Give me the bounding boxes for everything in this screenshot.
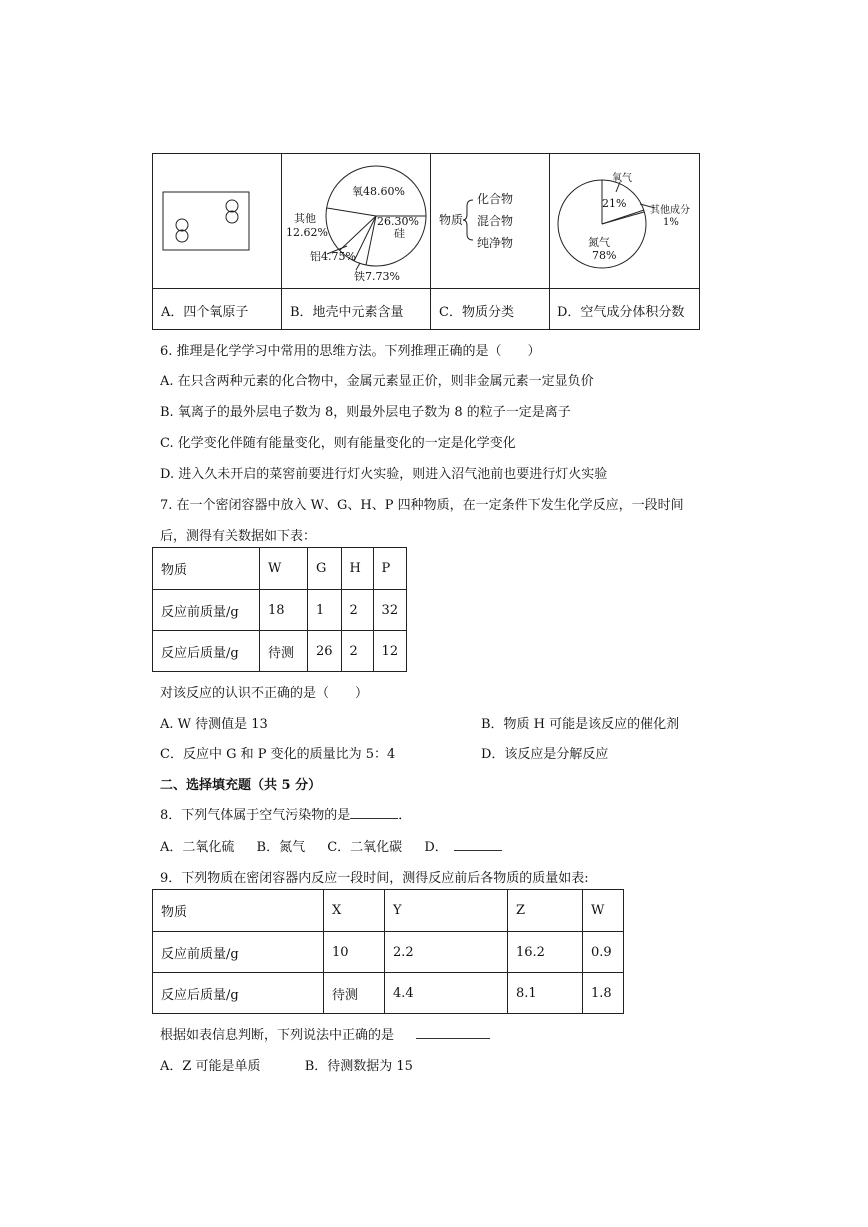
q9-option-b: B．待测数据为 15	[304, 1059, 413, 1074]
q7-cell: 待测	[260, 631, 308, 672]
q7-option-c: C．反应中 G 和 P 变化的质量比为 5：4	[160, 747, 396, 762]
pie-d-label-other-pct: 1%	[663, 217, 679, 228]
q5-figure-table	[152, 153, 700, 330]
q5-caption-b: B．地壳中元素含量	[290, 305, 404, 320]
section-2-title: 二、选择填充题（共 5 分）	[160, 778, 322, 793]
pie-b-label-aluminum: 铝4.75%	[310, 250, 356, 263]
q6-option-a: A. 在只含两种元素的化合物中，金属元素显正价，则非金属元素一定显负价	[160, 374, 594, 389]
q7-data-table	[152, 547, 407, 672]
q8-option-a: A．二氧化硫	[160, 840, 235, 855]
q7-cell: G	[308, 548, 342, 590]
q9-cell: 0.9	[583, 932, 624, 973]
q8-options	[160, 836, 502, 855]
q9-cell: 待测	[324, 973, 385, 1014]
q6-option-b: B. 氧离子的最外层电子数为 8，则最外层电子数为 8 的粒子一定是离子	[160, 405, 571, 420]
q9-data-table	[152, 889, 624, 1014]
pie-b-label-other-pct: 12.62%	[286, 226, 328, 239]
pie-b-label-iron: 铁7.73%	[354, 270, 400, 283]
q7-cell: 2	[341, 631, 373, 672]
q8-option-d-blank[interactable]	[454, 838, 502, 851]
pie-d-label-nitrogen-pct: 78%	[592, 249, 617, 262]
q9-cell: 4.4	[385, 973, 508, 1014]
q5-caption-c: C．物质分类	[439, 305, 514, 320]
q9-cell: 8.1	[508, 973, 583, 1014]
q9-cell: 10	[324, 932, 385, 973]
q9-cell: Y	[385, 890, 508, 932]
figure-four-oxygen-atoms	[153, 154, 281, 288]
q7-cell: 2	[341, 590, 373, 631]
q9-cell: X	[324, 890, 385, 932]
classify-root: 物质	[439, 213, 464, 227]
figure-air-pie	[550, 154, 699, 288]
q7-cell: H	[341, 548, 373, 590]
q9-options	[160, 1055, 413, 1074]
pie-b-label-oxygen: 氧48.60%	[352, 185, 405, 198]
classify-item-mixture: 混合物	[477, 214, 514, 228]
q9-cell: 1.8	[583, 973, 624, 1014]
q9-cell: W	[583, 890, 624, 932]
pie-b-label-silicon-name: 硅	[394, 227, 405, 240]
q9-cell: 2.2	[385, 932, 508, 973]
q7-cell: 物质	[153, 548, 260, 590]
q6-stem: 6. 推理是化学学习中常用的思维方法。下列推理正确的是（ ）	[160, 344, 541, 359]
q8-option-d: D．	[424, 840, 448, 855]
q9-cell: 反应前质量/g	[153, 932, 324, 973]
q7-option-a: A. W 待测值是 13	[160, 717, 268, 732]
pie-b-label-silicon: 26.30%	[377, 215, 419, 228]
pie-b-label-other: 其他	[294, 212, 316, 225]
q9-cell: 反应后质量/g	[153, 973, 324, 1014]
q9-answer-blank[interactable]	[416, 1026, 490, 1039]
q9-stem: 9．下列物质在密闭容器内反应一段时间，测得反应前后各物质的质量如表:	[160, 871, 589, 886]
q8-answer-blank[interactable]	[350, 806, 398, 819]
q9-option-a: A．Z 可能是单质	[160, 1059, 261, 1074]
q7-cell: 反应前质量/g	[153, 590, 260, 631]
q9-question-text: 根据如表信息判断，下列说法中正确的是	[160, 1028, 395, 1043]
q8-option-c: C．二氧化碳	[327, 840, 403, 855]
q7-cell: 32	[373, 590, 407, 631]
q7-question: 对该反应的认识不正确的是（ ）	[160, 686, 369, 701]
q7-option-d: D．该反应是分解反应	[481, 747, 609, 762]
q7-cell: W	[260, 548, 308, 590]
q8-stem-end: ．	[398, 808, 412, 823]
q7-stem-line2: 后，测得有关数据如下表：	[160, 529, 317, 544]
pie-d-label-oxygen-name: 氧气	[612, 173, 632, 184]
figure-crust-pie	[282, 154, 430, 288]
q7-cell: 反应后质量/g	[153, 631, 260, 672]
classify-item-pure: 纯净物	[477, 236, 514, 250]
q8-stem	[160, 804, 411, 823]
q7-stem-line1: 7. 在一个密闭容器中放入 W、G、H、P 四种物质，在一定条件下发生化学反应，一段时间	[160, 498, 684, 513]
q9-question	[160, 1024, 490, 1043]
q6-option-c: C. 化学变化伴随有能量变化，则有能量变化的一定是化学变化	[160, 436, 516, 451]
figure-substance-classification	[431, 154, 549, 288]
q7-cell: 1	[308, 590, 342, 631]
pie-d-label-other: 其他成分	[650, 205, 690, 216]
q5-caption-d: D．空气成分体积分数	[557, 305, 685, 320]
pie-d-label-oxygen: 21%	[602, 197, 627, 210]
q6-option-d: D. 进入久未开启的菜窖前要进行灯火实验，则进入沼气池前也要进行灯火实验	[160, 467, 608, 482]
q9-cell: Z	[508, 890, 583, 932]
q7-cell: 18	[260, 590, 308, 631]
q7-cell: P	[373, 548, 407, 590]
q9-cell: 16.2	[508, 932, 583, 973]
q5-caption-a: A．四个氧原子	[161, 305, 249, 320]
q7-cell: 26	[308, 631, 342, 672]
classify-item-compound: 化合物	[477, 192, 514, 206]
q8-stem-text: 8．下列气体属于空气污染物的是	[160, 808, 351, 823]
q7-cell: 12	[373, 631, 407, 672]
q9-cell: 物质	[153, 890, 324, 932]
q8-option-b: B．氮气	[256, 840, 306, 855]
q7-option-b: B．物质 H 可能是该反应的催化剂	[481, 717, 680, 732]
pie-d-label-nitrogen: 氮气	[588, 236, 610, 249]
